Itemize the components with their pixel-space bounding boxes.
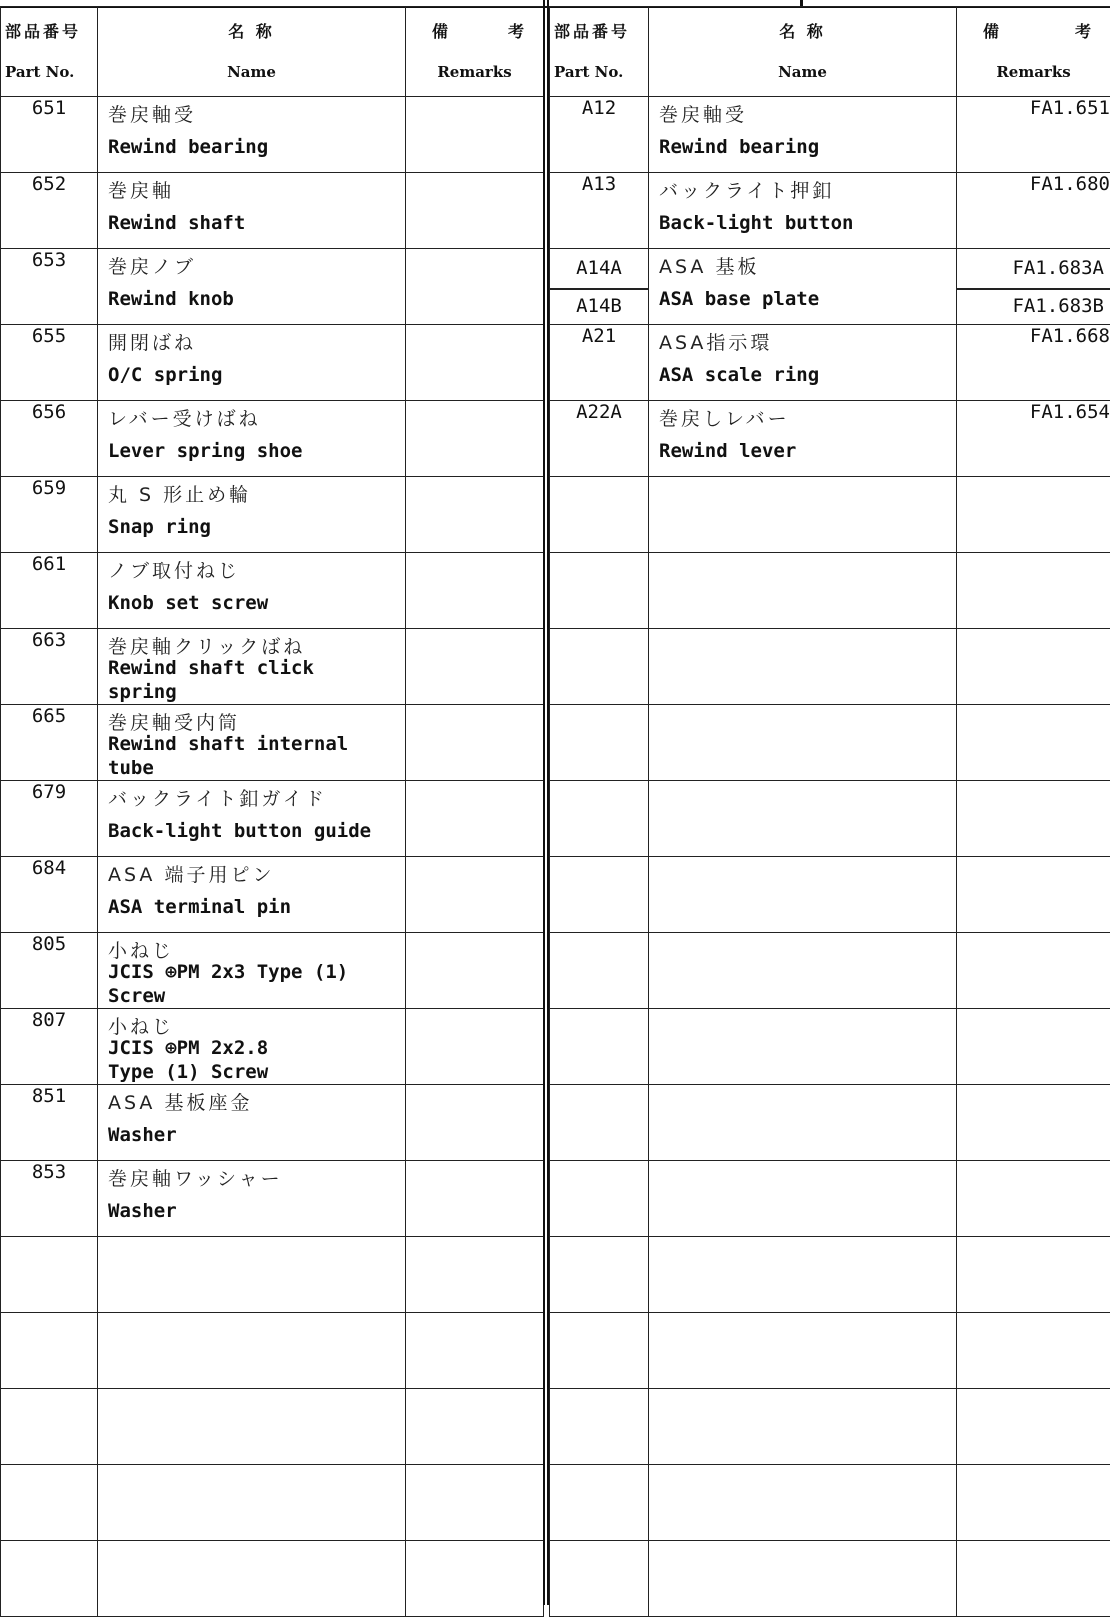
part-name-en: Rewind bearing	[659, 135, 819, 159]
table-row	[550, 629, 1110, 705]
remarks-cell: FA1.680	[957, 173, 1110, 249]
part-number-cell: 661	[1, 553, 98, 629]
header-remarks-jp: 備 考	[406, 19, 543, 42]
remarks-cell	[957, 781, 1110, 857]
part-name-en: Back-light button guide	[108, 819, 371, 843]
table-row	[1, 401, 544, 477]
part-name-cell	[649, 1085, 957, 1161]
part-number-cell	[550, 705, 649, 781]
header-part-no-en: Part No.	[1, 63, 97, 81]
part-name-en: Snap ring	[108, 515, 211, 539]
part-number-cell: 651	[1, 97, 98, 173]
part-number-cell: A22A	[550, 401, 649, 477]
remarks-a: FA1.683A	[957, 257, 1110, 279]
part-number-cell: 656	[1, 401, 98, 477]
part-number-cell	[550, 1161, 649, 1237]
table-row	[1, 553, 544, 629]
header-name-en: Name	[98, 63, 405, 81]
part-number-cell	[550, 249, 649, 325]
part-name-cell	[98, 629, 406, 705]
part-number-cell: 679	[1, 781, 98, 857]
part-name-ja: ノブ取付ねじ	[108, 556, 240, 583]
part-name-cell	[98, 857, 406, 933]
table-row	[1, 629, 544, 705]
part-number-cell	[1, 1541, 98, 1617]
table-row	[550, 1465, 1110, 1541]
part-number-cell	[550, 1009, 649, 1085]
part-name-ja: 小ねじ	[108, 1012, 174, 1039]
part-number-cell: A21	[550, 325, 649, 401]
part-number-cell: 653	[1, 249, 98, 325]
part-name-cell	[98, 1313, 406, 1389]
part-name-ja: 巻戻軸受	[108, 100, 196, 127]
remarks-cell	[957, 933, 1110, 1009]
remarks-cell	[957, 1465, 1110, 1541]
remarks-cell	[406, 1161, 544, 1237]
remarks-cell	[957, 1161, 1110, 1237]
part-name-cell	[98, 1085, 406, 1161]
header-remarks-jp: 備 考	[957, 19, 1110, 42]
part-number-cell	[1, 1313, 98, 1389]
part-number-cell	[550, 933, 649, 1009]
part-name-ja: 小ねじ	[108, 936, 174, 963]
remarks-cell	[406, 629, 544, 705]
part-name-ja: 巻戻ノブ	[108, 252, 196, 279]
part-number-cell: 853	[1, 1161, 98, 1237]
header-name-jp: 名 称	[649, 19, 956, 42]
table-row	[1, 1009, 544, 1085]
remarks-cell	[406, 1009, 544, 1085]
remarks-cell	[406, 401, 544, 477]
part-number-cell	[550, 1313, 649, 1389]
part-number-a: A14A	[550, 257, 648, 279]
part-name-ja: バックライト釦ガイド	[108, 784, 327, 811]
part-name-en: Rewind shaft click spring	[108, 656, 314, 704]
left-parts-table	[0, 6, 544, 1617]
part-number-cell	[1, 1389, 98, 1465]
remarks-cell	[406, 553, 544, 629]
remarks-cell	[957, 1085, 1110, 1161]
part-name-cell	[649, 705, 957, 781]
table-row	[550, 1009, 1110, 1085]
part-name-cell	[98, 1161, 406, 1237]
part-name-en: Washer	[108, 1123, 177, 1147]
header-name-jp: 名 称	[98, 19, 405, 42]
header-name	[98, 7, 406, 97]
header-remarks-en: Remarks	[406, 63, 543, 81]
part-number-cell	[1, 1465, 98, 1541]
part-name-en: Washer	[108, 1199, 177, 1223]
part-number-cell: 663	[1, 629, 98, 705]
part-name-ja: 開閉ばね	[108, 328, 196, 355]
part-name-cell	[98, 1009, 406, 1085]
part-name-cell	[649, 1237, 957, 1313]
remarks-cell	[957, 705, 1110, 781]
table-row	[1, 1541, 544, 1617]
remarks-cell	[957, 477, 1110, 553]
table-row	[1, 781, 544, 857]
part-name-cell	[649, 1389, 957, 1465]
part-name-cell	[649, 781, 957, 857]
part-name-en: Rewind bearing	[108, 135, 268, 159]
table-row	[1, 1389, 544, 1465]
part-name-ja: 丸 S 形止め輪	[108, 480, 251, 507]
part-name-ja: レバー受けばね	[108, 404, 261, 431]
part-number-cell: 684	[1, 857, 98, 933]
part-name-cell	[98, 1389, 406, 1465]
part-number-cell: 805	[1, 933, 98, 1009]
part-name-cell	[649, 477, 957, 553]
part-name-cell	[98, 477, 406, 553]
part-name-ja: 巻戻軸ワッシャー	[108, 1164, 283, 1191]
part-name-cell	[98, 1541, 406, 1617]
remarks-cell	[957, 1009, 1110, 1085]
remarks-cell	[406, 325, 544, 401]
remarks-cell	[406, 173, 544, 249]
table-row	[1, 1237, 544, 1313]
table-row	[550, 553, 1110, 629]
table-row	[550, 781, 1110, 857]
part-name-cell	[649, 325, 957, 401]
part-number-cell	[550, 1389, 649, 1465]
table-row	[1, 249, 544, 325]
part-name-ja: 巻戻軸受	[659, 100, 747, 127]
part-number-cell	[550, 1465, 649, 1541]
remarks-cell	[406, 1541, 544, 1617]
right-table-body	[550, 97, 1110, 1617]
table-row	[1, 933, 544, 1009]
part-number-cell	[550, 781, 649, 857]
part-name-cell	[98, 325, 406, 401]
part-name-ja: ASA 基板	[659, 252, 759, 279]
remarks-cell: FA1.654	[957, 401, 1110, 477]
table-row	[1, 1465, 544, 1541]
part-name-ja: バックライト押釦	[659, 176, 834, 203]
part-name-cell	[98, 1237, 406, 1313]
remarks-cell	[406, 1389, 544, 1465]
remarks-cell	[957, 249, 1110, 325]
remarks-cell	[406, 781, 544, 857]
table-row	[550, 1161, 1110, 1237]
remarks-cell	[957, 629, 1110, 705]
part-name-en: O/C spring	[108, 363, 222, 387]
part-number-cell	[550, 857, 649, 933]
part-name-cell	[98, 933, 406, 1009]
left-table-body	[1, 97, 544, 1617]
remarks-cell	[957, 1237, 1110, 1313]
left-parts-table-panel	[0, 0, 543, 1605]
part-name-cell	[98, 173, 406, 249]
table-row	[550, 249, 1110, 325]
remarks-cell	[957, 857, 1110, 933]
part-number-cell	[550, 477, 649, 553]
part-name-cell	[649, 401, 957, 477]
header-remarks	[406, 7, 544, 97]
table-row	[550, 173, 1110, 249]
part-number-b: A14B	[550, 295, 648, 317]
part-number-cell: 659	[1, 477, 98, 553]
part-number-cell: 851	[1, 1085, 98, 1161]
table-row	[550, 1237, 1110, 1313]
table-row	[550, 1313, 1110, 1389]
header-name	[649, 7, 957, 97]
part-name-ja: ASA 基板座金	[108, 1088, 252, 1115]
cell-divider	[550, 288, 648, 290]
part-name-cell	[649, 1009, 957, 1085]
table-row	[1, 857, 544, 933]
part-name-cell	[98, 1465, 406, 1541]
part-name-cell	[649, 629, 957, 705]
part-number-cell: 652	[1, 173, 98, 249]
remarks-cell	[406, 249, 544, 325]
table-row	[550, 705, 1110, 781]
part-number-cell: 665	[1, 705, 98, 781]
part-name-en: Lever spring shoe	[108, 439, 302, 463]
part-number-cell	[550, 553, 649, 629]
right-parts-table	[549, 6, 1110, 1617]
header-remarks	[957, 7, 1110, 97]
part-name-en: Knob set screw	[108, 591, 268, 615]
table-row	[550, 477, 1110, 553]
part-number-cell: 655	[1, 325, 98, 401]
remarks-cell	[406, 933, 544, 1009]
remarks-cell	[406, 857, 544, 933]
part-number-cell: 807	[1, 1009, 98, 1085]
table-row	[550, 401, 1110, 477]
remarks-cell	[406, 477, 544, 553]
part-name-ja: 巻戻軸受内筒	[108, 708, 240, 735]
part-name-ja: 巻戻しレバー	[659, 404, 790, 431]
table-row	[550, 857, 1110, 933]
part-name-ja: ASA 端子用ピン	[108, 860, 274, 887]
part-name-cell	[98, 401, 406, 477]
table-row	[1, 173, 544, 249]
remarks-cell: FA1.668	[957, 325, 1110, 401]
remarks-cell	[957, 1541, 1110, 1617]
part-name-en: Back-light button	[659, 211, 853, 235]
part-name-en: ASA scale ring	[659, 363, 819, 387]
part-number-cell: A13	[550, 173, 649, 249]
part-name-ja: 巻戻軸クリックばね	[108, 632, 305, 659]
part-name-cell	[98, 553, 406, 629]
table-row	[1, 1161, 544, 1237]
table-row	[550, 933, 1110, 1009]
remarks-cell	[406, 1237, 544, 1313]
table-row	[1, 1313, 544, 1389]
remarks-cell	[406, 1085, 544, 1161]
part-number-cell: A12	[550, 97, 649, 173]
table-row	[550, 1085, 1110, 1161]
table-row	[1, 97, 544, 173]
part-name-cell	[649, 173, 957, 249]
part-number-cell	[550, 629, 649, 705]
part-name-en: JCIS ⊕PM 2x3 Type (1) Screw	[108, 960, 348, 1008]
part-name-ja: ASA指示環	[659, 328, 772, 355]
part-name-cell	[649, 857, 957, 933]
remarks-cell	[957, 1389, 1110, 1465]
right-parts-table-panel	[549, 0, 1110, 1605]
table-row	[1, 325, 544, 401]
part-name-en: ASA base plate	[659, 287, 819, 311]
table-row	[550, 325, 1110, 401]
part-name-cell	[649, 1313, 957, 1389]
remarks-cell	[406, 1465, 544, 1541]
header-name-en: Name	[649, 63, 956, 81]
table-row	[550, 97, 1110, 173]
part-name-en: Rewind shaft	[108, 211, 245, 235]
part-name-cell	[649, 249, 957, 325]
part-name-cell	[98, 705, 406, 781]
header-part-no	[1, 7, 98, 97]
part-name-cell	[649, 1161, 957, 1237]
part-name-cell	[649, 1541, 957, 1617]
header-part-no	[550, 7, 649, 97]
table-row	[1, 1085, 544, 1161]
table-row	[550, 1389, 1110, 1465]
part-number-cell	[550, 1237, 649, 1313]
part-name-cell	[649, 1465, 957, 1541]
part-name-en: Rewind lever	[659, 439, 796, 463]
part-name-cell	[98, 97, 406, 173]
part-name-ja: 巻戻軸	[108, 176, 174, 203]
remarks-cell: FA1.651	[957, 97, 1110, 173]
table-row	[1, 705, 544, 781]
part-number-cell	[550, 1085, 649, 1161]
part-name-cell	[98, 781, 406, 857]
part-number-cell	[550, 1541, 649, 1617]
remarks-cell	[957, 1313, 1110, 1389]
table-row	[1, 477, 544, 553]
part-name-en: ASA terminal pin	[108, 895, 291, 919]
part-name-en: Rewind knob	[108, 287, 234, 311]
part-name-en: JCIS ⊕PM 2x2.8 Type (1) Screw	[108, 1036, 268, 1084]
part-name-cell	[649, 97, 957, 173]
part-number-cell	[1, 1237, 98, 1313]
header-remarks-en: Remarks	[957, 63, 1110, 81]
cell-divider	[957, 288, 1110, 290]
header-part-no-en: Part No.	[550, 63, 648, 81]
part-name-cell	[649, 553, 957, 629]
remarks-b: FA1.683B	[957, 295, 1110, 317]
part-name-cell	[98, 249, 406, 325]
remarks-cell	[957, 553, 1110, 629]
header-part-no-jp: 部品番号	[550, 19, 648, 42]
part-name-cell	[649, 933, 957, 1009]
remarks-cell	[406, 1313, 544, 1389]
table-row	[550, 1541, 1110, 1617]
remarks-cell	[406, 705, 544, 781]
remarks-cell	[406, 97, 544, 173]
part-name-en: Rewind shaft internal tube	[108, 732, 348, 780]
header-part-no-jp: 部品番号	[1, 19, 97, 42]
